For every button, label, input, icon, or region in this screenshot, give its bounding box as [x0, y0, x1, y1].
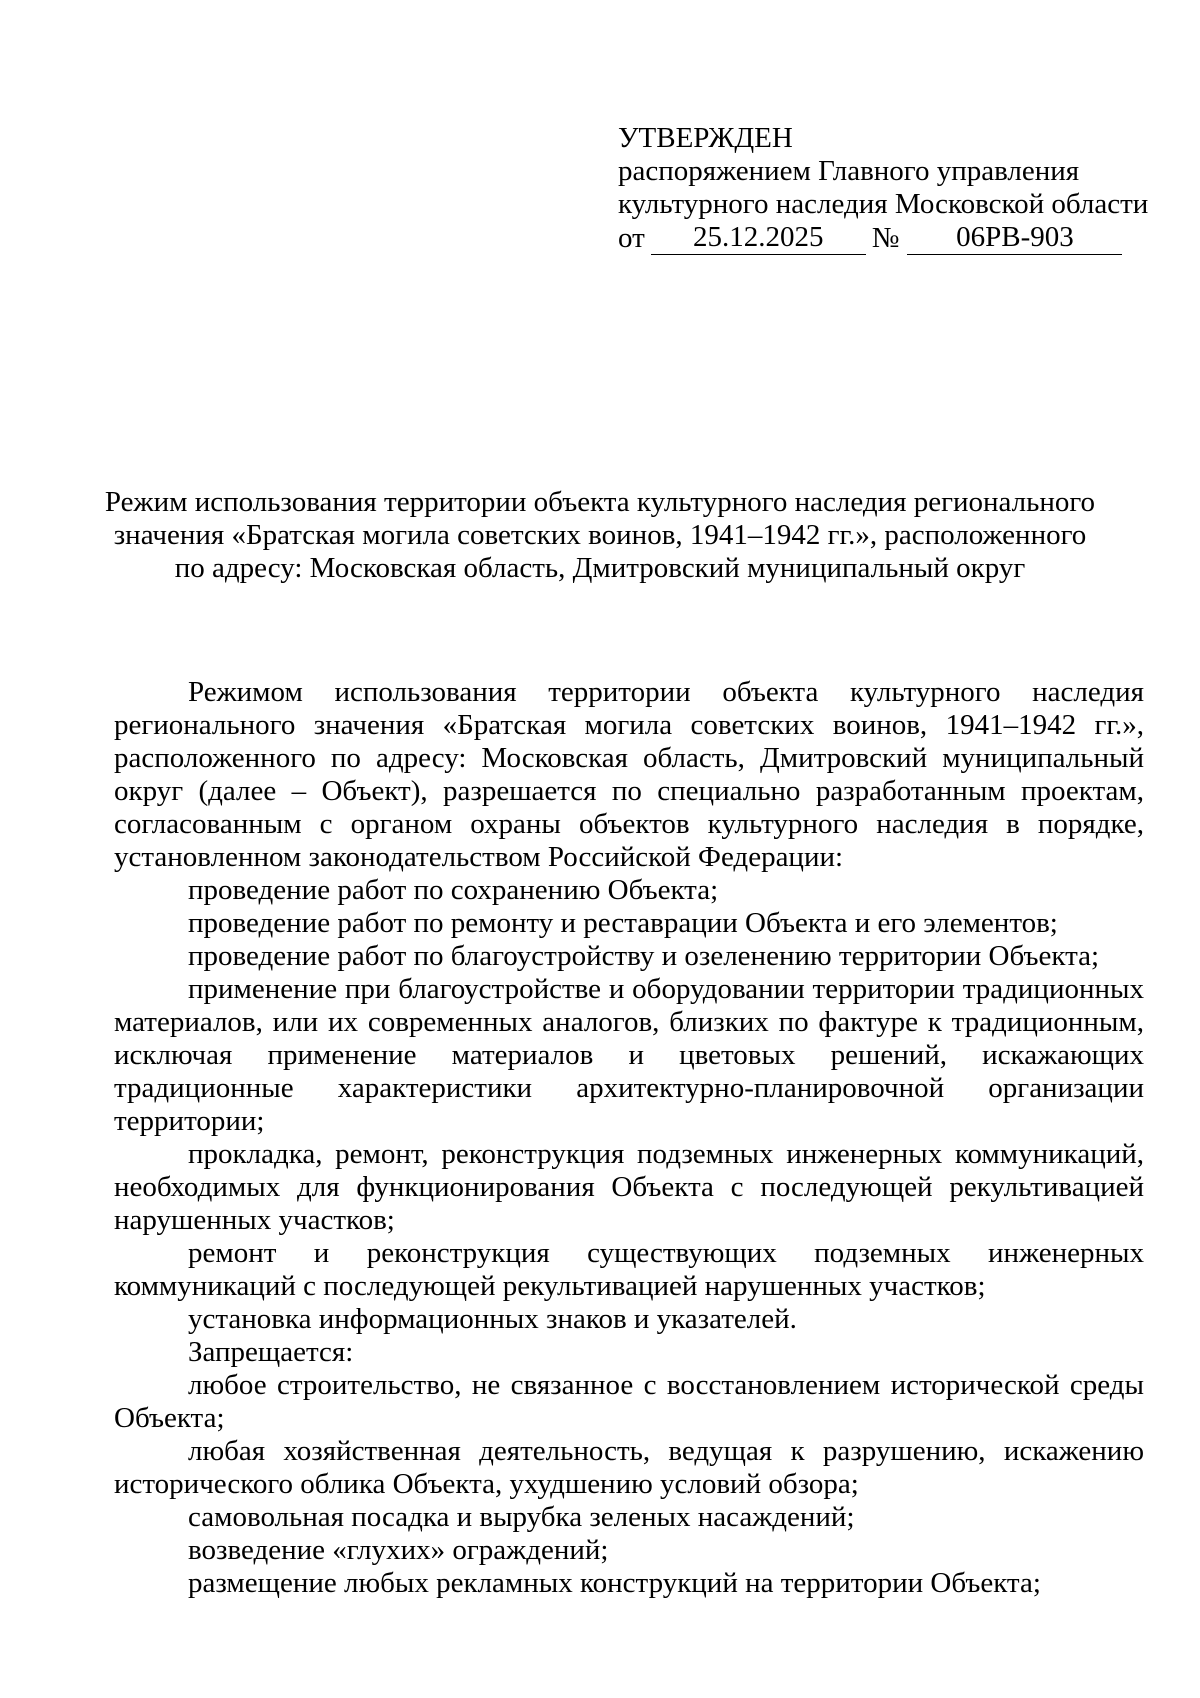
approval-date: 25.12.2025	[651, 222, 866, 255]
document-title	[100, 486, 1100, 585]
approval-line-2: культурного наследия Московской области	[618, 188, 1149, 220]
approval-date-number-row	[618, 222, 1138, 255]
approval-number: 06РВ-903	[907, 222, 1122, 255]
list-item: установка информационных знаков и указателей.	[188, 1303, 797, 1335]
list-item: ремонт и реконструкция существующих подземных инженерных коммуникаций с последующей рекультивацией нарушенных участков;	[114, 1237, 1144, 1302]
list-item: любая хозяйственная деятельность, ведущая к разрушению, искажению исторического облика Объекта, ухудшению условий обзора;	[114, 1435, 1144, 1500]
list-item: возведение «глухих» ограждений;	[188, 1534, 609, 1566]
title-line-1: Режим использования территории объекта культурного наследия регионального	[104, 486, 1096, 518]
prohibited-heading: Запрещается:	[188, 1336, 354, 1368]
list-item: применение при благоустройстве и оборудовании территории традиционных материалов, или их современных аналогов, близких по фактуре к традиционным, исключая применение материалов и цветовых решений, искажающих традиционные характеристики архитектурно-планировочной организации территории;	[114, 973, 1144, 1137]
title-line-3: по адресу: Московская область, Дмитровский муниципальный округ	[174, 552, 1026, 584]
approval-line-1: распоряжением Главного управления	[618, 155, 1080, 187]
paragraph-intro: Режимом использования территории объекта культурного наследия регионального значения «Братская могила советских воинов, 1941–1942 гг.», расположенного по адресу: Московская область, Дмитровский муниципальный округ (далее – Объект), разрешается по специально разработанным проектам, согласованным с органом охраны объектов культурного наследия в порядке, установленном законодательством Российской Федерации:	[114, 676, 1144, 873]
list-item: самовольная посадка и вырубка зеленых насаждений;	[188, 1501, 855, 1533]
list-item: проведение работ по ремонту и реставрации Объекта и его элементов;	[188, 907, 1058, 939]
approval-block	[618, 122, 1149, 255]
list-item: размещение любых рекламных конструкций на территории Объекта;	[188, 1567, 1041, 1599]
number-label: №	[871, 222, 900, 254]
from-label: от	[618, 222, 645, 254]
title-line-2: значения «Братская могила советских воинов, 1941–1942 гг.», расположенного	[113, 519, 1087, 551]
approval-title: УТВЕРЖДЕН	[618, 122, 793, 154]
list-item: проведение работ по сохранению Объекта;	[188, 874, 719, 906]
document-body	[114, 676, 1144, 1600]
list-item: любое строительство, не связанное с восстановлением исторической среды Объекта;	[114, 1369, 1144, 1434]
list-item: проведение работ по благоустройству и озеленению территории Объекта;	[188, 940, 1100, 972]
list-item: прокладка, ремонт, реконструкция подземных инженерных коммуникаций, необходимых для функционирования Объекта с последующей рекультивацией нарушенных участков;	[114, 1138, 1144, 1236]
